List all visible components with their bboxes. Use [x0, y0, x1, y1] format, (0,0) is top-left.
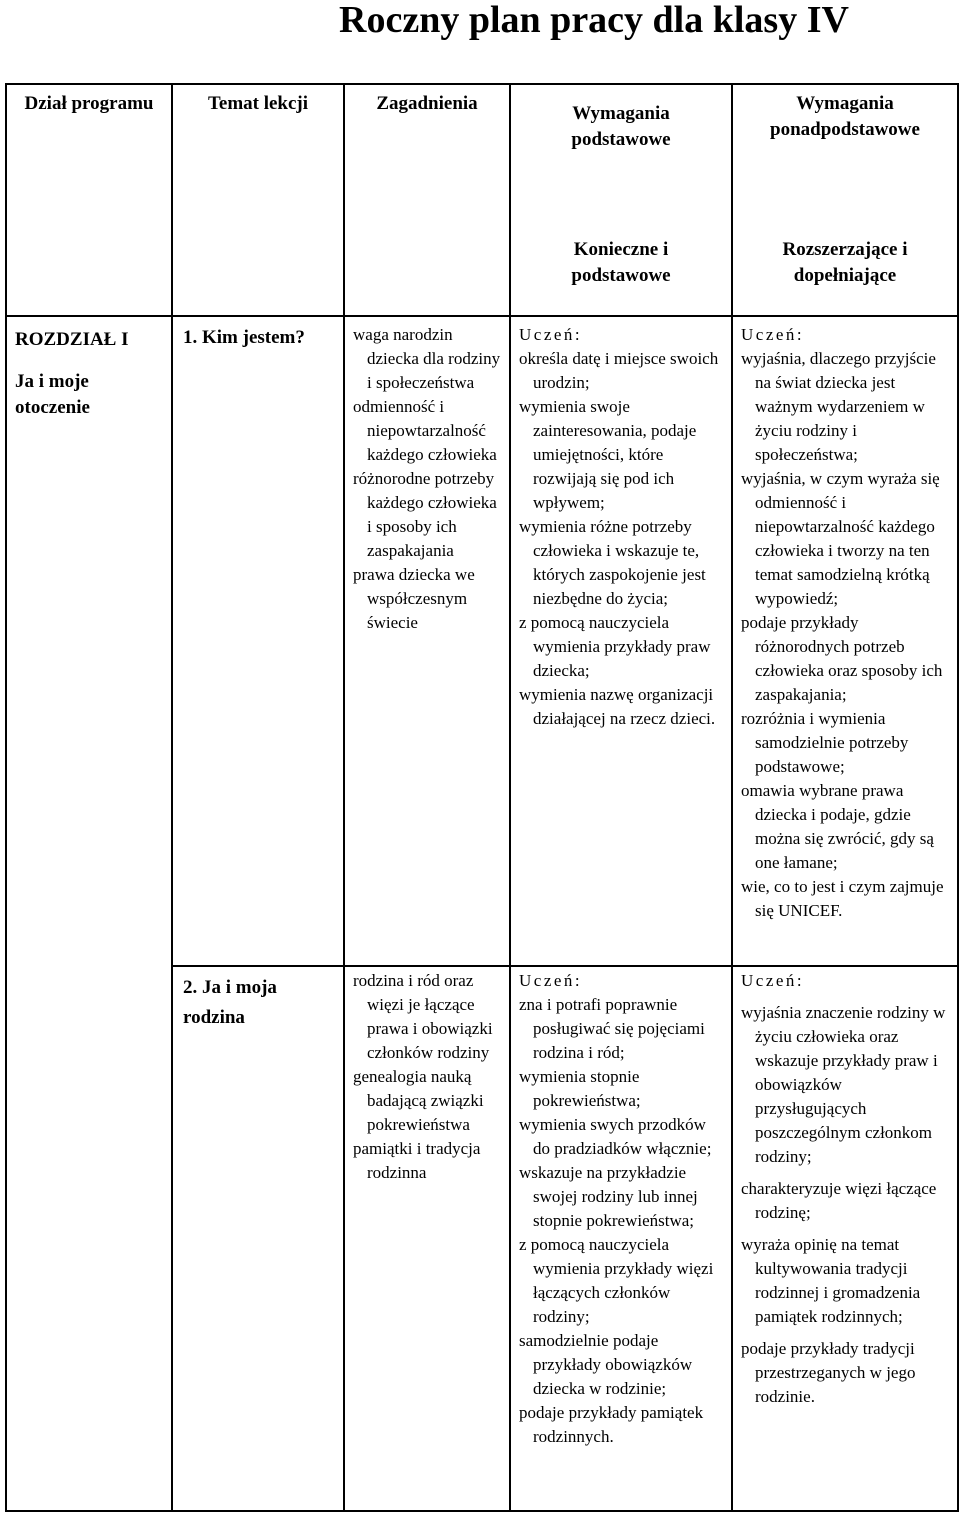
page-title: Roczny plan pracy dla klasy IV	[339, 0, 849, 41]
list-item: charakteryzuje więzi łączące rodzinę;	[741, 1179, 937, 1222]
student-label: Uczeń:	[519, 325, 583, 344]
table-row	[6, 316, 958, 966]
list-item: zna i potrafi poprawnie posługiwać się pojęciami rodzina i ród;	[519, 995, 705, 1062]
list-item: prawa dziecka we współczesnym świecie	[353, 565, 475, 632]
list-item: genealogia nauką badającą związki pokrewieństwa	[353, 1067, 484, 1134]
extended-requirements-cell	[732, 966, 958, 1511]
student-label: Uczeń:	[741, 325, 805, 344]
list-item: wymienia nazwę organizacji działającej na rzecz dzieci.	[519, 685, 716, 728]
list-item: omawia wybrane prawa dziecka i podaje, gdzie można się zwrócić, gdy są one łamane;	[741, 781, 934, 872]
header-temat: Temat lekcji	[172, 84, 344, 316]
list-item: waga narodzin dziecka dla rodziny i społeczeństwa	[353, 325, 501, 392]
level-konieczne: Konieczne i podstawowe	[571, 239, 671, 286]
issues-cell	[344, 966, 510, 1511]
student-label: Uczeń:	[519, 971, 583, 990]
list-item: wie, co to jest i czym zajmuje się UNICEF.	[741, 877, 944, 920]
header-wymagania-podstawowe: Wymagania podstawowe Konieczne i podstawowe	[510, 84, 732, 316]
chapter-number: ROZDZIAŁ I	[15, 329, 129, 350]
list-item: rozróżnia i wymienia samodzielnie potrzeby podstawowe;	[741, 709, 909, 776]
list-item: wymienia swych przodków do pradziadków włącznie;	[519, 1115, 712, 1158]
list-item: różnorodne potrzeby każdego człowieka i sposoby ich zaspakajania	[353, 469, 497, 560]
chapter-cell	[6, 316, 172, 1511]
basic-requirements-cell	[510, 966, 732, 1511]
list-item: wyjaśnia znaczenie rodziny w życiu człowieka oraz wskazuje przykłady praw i obowiązków przysługujących poszczególnym członkom rodziny;	[741, 1003, 946, 1166]
list-item: odmienność i niepowtarzalność każdego człowieka	[353, 397, 497, 464]
issues-cell	[344, 316, 510, 966]
lesson-topic-cell	[172, 966, 344, 1511]
header-dzial: Dział programu	[6, 84, 172, 316]
list-item: podaje przykłady pamiątek rodzinnych.	[519, 1403, 704, 1446]
curriculum-table	[5, 83, 959, 1512]
extended-requirements-cell	[732, 316, 958, 966]
lesson-topic: 1. Kim jestem?	[183, 327, 305, 348]
header-zagadnienia: Zagadnienia	[344, 84, 510, 316]
list-item: podaje przykłady tradycji przestrzeganych w jego rodzinie.	[741, 1339, 916, 1406]
header-row	[6, 84, 958, 316]
header-wymagania-ponadpodstawowe: Wymagania ponadpodstawowe Rozszerzające i dopełniające	[732, 84, 958, 316]
level-rozszerzajace: Rozszerzające i dopełniające	[782, 239, 908, 286]
basic-requirements-cell	[510, 316, 732, 966]
list-item: wymienia swoje zainteresowania, podaje umiejętności, które rozwijają się pod ich wpływem;	[519, 397, 697, 512]
list-item: wymienia stopnie pokrewieństwa;	[519, 1067, 641, 1110]
lesson-topic: 2. Ja i moja rodzina	[183, 977, 277, 1028]
list-item: rodzina i ród oraz więzi je łączące prawa i obowiązki członków rodziny	[353, 971, 493, 1062]
list-item: wyjaśnia, dlaczego przyjście na świat dziecka jest ważnym wydarzeniem w życiu rodziny i społeczeństwa;	[741, 349, 936, 464]
list-item: z pomocą nauczyciela wymienia przykłady praw dziecka;	[519, 613, 711, 680]
list-item: pamiątki i tradycja rodzinna	[353, 1139, 481, 1182]
list-item: wyraża opinię na temat kultywowania tradycji rodzinnej i gromadzenia pamiątek rodzinnych;	[741, 1235, 921, 1326]
list-item: wymienia różne potrzeby człowieka i wskazuje te, których zaspokojenie jest niezbędne do życia;	[519, 517, 706, 608]
chapter-name: Ja i moje otoczenie	[15, 371, 90, 418]
lesson-topic-cell	[172, 316, 344, 966]
list-item: z pomocą nauczyciela wymienia przykłady więzi łączących członków rodziny;	[519, 1235, 714, 1326]
list-item: określa datę i miejsce swoich urodzin;	[519, 349, 719, 392]
list-item: samodzielnie podaje przykłady obowiązków dziecka w rodzinie;	[519, 1331, 693, 1398]
list-item: podaje przykłady różnorodnych potrzeb człowieka oraz sposoby ich zaspakajania;	[741, 613, 943, 704]
student-label: Uczeń:	[741, 971, 805, 990]
list-item: wskazuje na przykładzie swojej rodziny lub innej stopnie pokrewieństwa;	[519, 1163, 698, 1230]
list-item: wyjaśnia, w czym wyraża się odmienność i niepowtarzalność każdego człowieka i tworzy na ten temat samodzielną krótką wypowiedź;	[741, 469, 940, 608]
